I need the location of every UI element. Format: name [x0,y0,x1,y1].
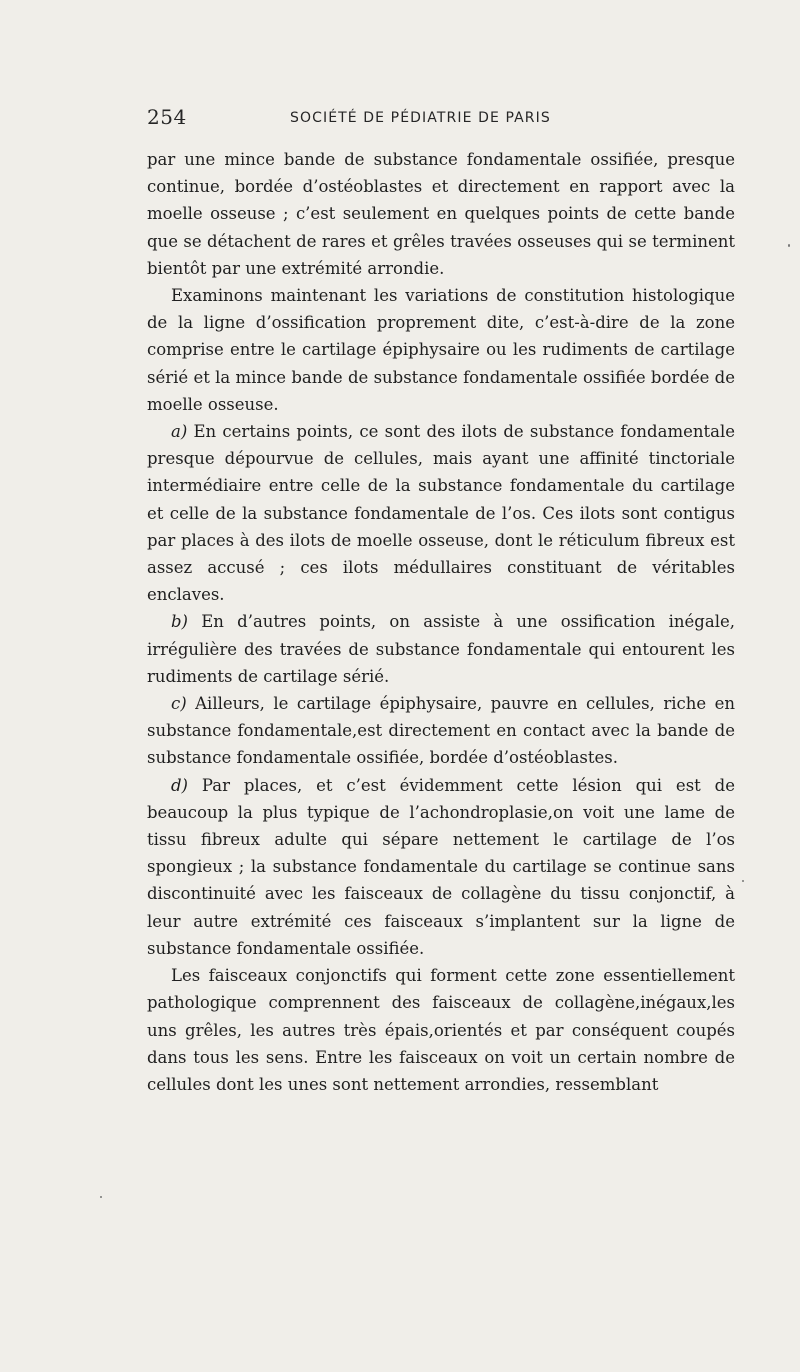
item-letter: b) [171,612,188,632]
body-text [147,146,735,1098]
page-header [147,104,735,132]
paper-speck [100,1196,102,1198]
paragraph-text: Par places, et c’est évidemment cette lésion qui est de beaucoup la plus typique de l’achondroplasie,on voit une lame de tissu fibreux adulte qui sépare nettement le cartilage de l’os spongieux ; la substance fondamentale du cartilage se continue sans discontinuité avec les faisceaux de collagène du tissu conjonctif, à leur autre extrémité ces faisceaux s’implantent sur la ligne de substance fondamentale ossifiée. [147,775,735,958]
paragraph-text: En certains points, ce sont des ilots de substance fondamentale presque dépourvue de cellules, mais ayant une affinité tinctoriale intermédiaire entre celle de la substance fondamentale du cartilage et celle de la substance fondamentale de l’os. Ces ilots sont contigus par places à des ilots de moelle osseuse, dont le réticulum fibreux est assez accusé ; ces ilots médullaires constituant de véritables enclaves. [147,422,735,605]
paragraph [147,962,735,1098]
page-number: 254 [147,105,187,129]
paragraph-item-b [147,608,735,690]
paragraph-text: En d’autres points, on assiste à une ossification inégale, irrégulière des travées de substance fondamentale qui entourent les rudiments de cartilage sérié. [147,612,735,686]
paragraph-text: Les faisceaux conjonctifs qui forment cette zone essentiellement pathologique comprennent des faisceaux de collagène,inégaux,les uns grêles, les autres très épais,orientés et par conséquent coupés dans tous les sens. Entre les faisceaux on voit un certain nombre de cellules dont les unes sont nettement arrondies, ressemblant [147,966,735,1094]
paper-speck [788,244,790,247]
item-letter: c) [171,694,187,714]
item-letter: d) [171,775,188,795]
running-title: SOCIÉTÉ DE PÉDIATRIE DE PARIS [290,110,551,126]
paragraph-item-a [147,418,735,608]
paragraph-continuation [147,146,735,282]
paragraph-item-d [147,772,735,962]
paragraph-text: par une mince bande de substance fondamentale ossifiée, presque continue, bordée d’ostéoblastes et directement en rapport avec la moelle osseuse ; c’est seulement en quelques points de cette bande que se détachent de rares et grêles travées osseuses qui se terminent bientôt par une extrémité arrondie. [147,150,735,278]
paragraph [147,282,735,418]
paragraph-item-c [147,690,735,772]
paragraph-text: Ailleurs, le cartilage épiphysaire, pauvre en cellules, riche en substance fondamentale,est directement en contact avec la bande de substance fondamentale ossifiée, bordée d’ostéoblastes. [147,694,735,768]
item-letter: a) [171,422,188,442]
paper-speck [742,880,744,882]
paragraph-text: Examinons maintenant les variations de constitution histologique de la ligne d’ossification proprement dite, c’est-à-dire de la zone comprise entre le cartilage épiphysaire ou les rudiments de cartilage sérié et la mince bande de substance fondamentale ossifiée bordée de moelle osseuse. [147,286,735,414]
